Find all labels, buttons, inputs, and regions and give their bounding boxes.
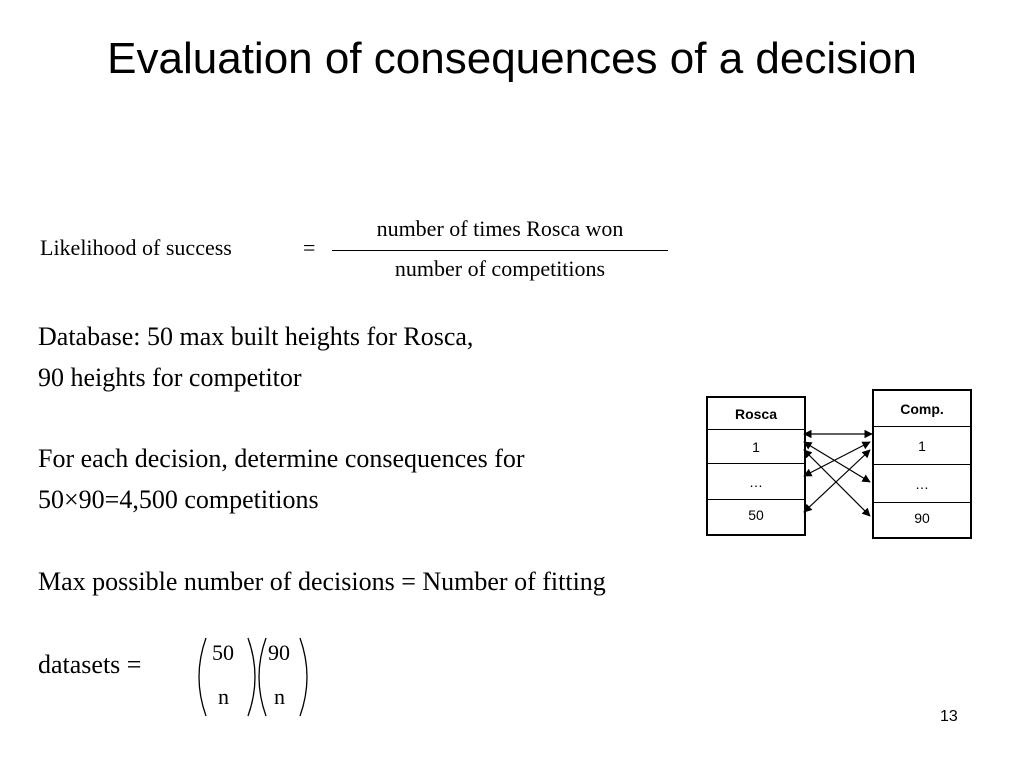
binom-1-bottom: n — [218, 684, 229, 709]
formula-denominator: number of competitions — [394, 256, 606, 281]
arrow-1-mid — [804, 442, 870, 482]
binomial-product — [192, 634, 314, 720]
binom-2-top: 90 — [268, 640, 290, 665]
decision-line-1: For each decision, determine consequences for — [38, 444, 525, 473]
formula-numerator: number of times Rosca won — [376, 216, 624, 241]
comp-header: Comp. — [874, 391, 970, 427]
comp-table — [872, 389, 972, 539]
rosca-header: Rosca — [708, 398, 804, 430]
slide-title — [0, 30, 1024, 88]
binomial-parentheses — [192, 634, 314, 720]
formula-lhs: Likelihood of success — [40, 235, 232, 260]
rosca-table — [706, 396, 806, 536]
database-line-1: Database: 50 max built heights for Rosca, — [38, 322, 474, 351]
binom-2-bottom: n — [274, 684, 285, 709]
comp-row-last: 90 — [914, 510, 930, 526]
comp-row-first: 1 — [874, 427, 970, 465]
slide-title-text: Evaluation of consequences of a decision — [107, 34, 917, 83]
datasets-label: datasets = — [38, 650, 142, 679]
page-number: 13 — [940, 708, 958, 725]
formula-equals: = — [303, 235, 316, 260]
rosca-row-ellipsis: … — [708, 464, 804, 500]
database-line-2: 90 heights for competitor — [38, 363, 302, 392]
fraction-bar — [332, 250, 668, 251]
rosca-row-first: 1 — [708, 430, 804, 464]
binom-1-top: 50 — [212, 640, 234, 665]
max-decisions-line: Max possible number of decisions = Number of fitting — [38, 567, 606, 596]
decision-line-2: 50×90=4,500 competitions — [38, 485, 319, 514]
rosca-row-last: 50 — [748, 507, 764, 523]
pairing-arrows — [800, 420, 876, 530]
comp-row-ellipsis: … — [874, 465, 970, 503]
